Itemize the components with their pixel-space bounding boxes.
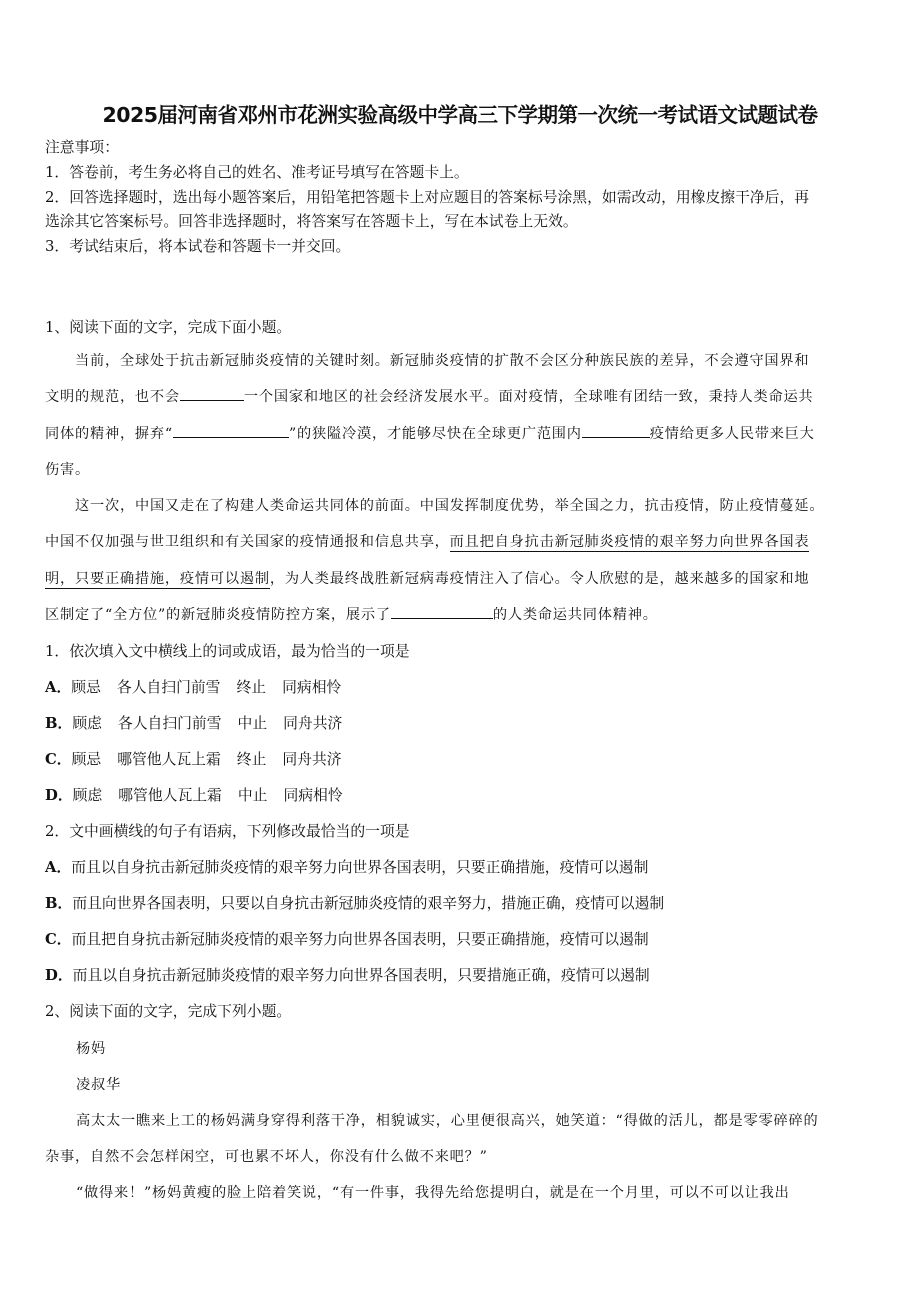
question-2-option-c — [45, 928, 649, 949]
fill-blank-3 — [582, 423, 650, 438]
text-fragment: ，为人类最终战胜新冠病毒疫情注入了信心。令人欣慰的是，越来越多的国家和地 — [269, 571, 810, 587]
option-word: 终止 — [236, 679, 267, 696]
option-word: 哪管他人瓦上霜 — [117, 751, 221, 768]
option-word: 顾忌 — [71, 751, 102, 768]
fill-blank-2 — [173, 423, 289, 438]
story-author: 凌叔华 — [76, 1077, 121, 1093]
section-1-heading: 1、阅读下面的文字，完成下面小题。 — [45, 319, 292, 336]
option-text: 而且把自身抗击新冠肺炎疫情的艰辛努力向世界各国表明，只要正确措施，疫情可以遏制 — [71, 931, 649, 948]
option-word: 中止 — [237, 787, 268, 804]
option-word: 顾虑 — [72, 787, 103, 804]
story-p1-line-2: 杂事，自然不会怎样闲空，可也累不坏人，你没有什么做不来吧？” — [45, 1149, 488, 1165]
question-2-option-d — [45, 964, 650, 985]
question-2-stem: 2．文中画横线的句子有语病，下列修改最恰当的一项是 — [45, 823, 410, 840]
option-word: 各人自扫门前雪 — [117, 715, 222, 732]
passage-1-line-3 — [45, 423, 815, 443]
fill-blank-1 — [180, 386, 244, 401]
question-2-option-b — [45, 892, 664, 913]
text-fragment: 的人类命运共同体精神。 — [492, 607, 658, 623]
option-text: 而且以自身抗击新冠肺炎疫情的艰辛努力向世界各国表明，只要正确措施，疫情可以遏制 — [71, 859, 649, 876]
notice-heading: 注意事项： — [45, 139, 119, 156]
option-label: B． — [45, 715, 73, 732]
question-2-option-a — [45, 856, 648, 877]
underlined-sentence-part-2: 明，只要正确措施，疫情可以遏制 — [45, 571, 270, 587]
option-label: D． — [45, 967, 73, 984]
question-1-option-c — [45, 748, 342, 769]
passage-1-line-2 — [45, 386, 813, 406]
option-word: 同病相怜 — [283, 787, 343, 804]
option-label: A． — [45, 859, 72, 876]
fill-blank-4 — [391, 604, 493, 619]
option-word: 同舟共济 — [283, 715, 343, 732]
passage-1-line-4: 伤害。 — [45, 462, 90, 478]
option-word: 同舟共济 — [282, 751, 342, 768]
option-word: 顾忌 — [71, 679, 101, 696]
story-title: 杨妈 — [76, 1041, 106, 1057]
option-word: 终止 — [236, 751, 267, 768]
option-text: 而且向世界各国表明，只要以自身抗击新冠肺炎疫情的艰辛努力，措施正确，疫情可以遏制 — [72, 895, 665, 912]
question-1-option-a — [45, 676, 341, 697]
text-fragment: 同体的精神，摒弃“ — [45, 426, 173, 442]
option-label: A． — [45, 679, 72, 696]
option-word: 中止 — [237, 715, 268, 732]
passage-2-line-2 — [45, 531, 809, 551]
option-word: 同病相怜 — [282, 679, 342, 696]
question-1-stem: 1．依次填入文中横线上的词或成语，最为恰当的一项是 — [45, 643, 410, 660]
passage-2-line-3 — [45, 568, 809, 588]
option-label: B． — [45, 895, 73, 912]
option-word: 各人自扫门前雪 — [116, 679, 221, 696]
passage-2-line-4 — [45, 604, 658, 624]
option-label: C． — [45, 751, 72, 768]
exam-title: 2025届河南省邓州市花洲实验高级中学高三下学期第一次统一考试语文试题试卷 — [102, 103, 818, 127]
notice-item-2-line-1: 2．回答选择题时，选出每小题答案后，用铅笔把答题卡上对应题目的答案标号涂黑，如需改动，用橡皮擦干净后，再 — [45, 189, 810, 206]
text-fragment: 疫情给更多人民带来巨大 — [649, 426, 815, 442]
notice-item-1: 1．答卷前，考生务必将自己的姓名、准考证号填写在答题卡上。 — [45, 164, 469, 181]
passage-1-line-1: 当前，全球处于抗击新冠肺炎疫情的关键时刻。新冠肺炎疫情的扩散不会区分种族民族的差异，不会遵守国界和 — [75, 353, 810, 369]
section-2-heading: 2、阅读下面的文字，完成下列小题。 — [45, 1003, 292, 1020]
question-1-option-b — [45, 712, 342, 733]
underlined-sentence-part-1: 而且把自身抗击新冠肺炎疫情的艰辛努力向世界各国表 — [449, 534, 810, 550]
option-text: 而且以自身抗击新冠肺炎疫情的艰辛努力向世界各国表明，只要措施正确，疫情可以遏制 — [72, 967, 650, 984]
question-1-option-d — [45, 784, 343, 805]
notice-item-2-line-2: 选涂其它答案标号。回答非选择题时，将答案写在答题卡上，写在本试卷上无效。 — [45, 213, 578, 230]
option-label: D． — [45, 787, 73, 804]
text-fragment: ”的狭隘冷漠，才能够尽快在全球更广范围内 — [288, 426, 582, 442]
text-fragment: 一个国家和地区的社会经济发展水平。面对疫情，全球唯有团结一致，秉持人类命运共 — [243, 389, 814, 405]
notice-item-3: 3．考试结束后，将本试卷和答题卡一并交回。 — [45, 238, 351, 255]
passage-2-line-1: 这一次，中国又走在了构建人类命运共同体的前面。中国发挥制度优势，举全国之力，抗击疫情，防止疫情蔓延。 — [75, 498, 825, 514]
text-fragment: 中国不仅加强与世卫组织和有关国家的疫情通报和信息共享， — [45, 534, 450, 550]
option-label: C． — [45, 931, 72, 948]
text-fragment: 区制定了“全方位”的新冠肺炎疫情防控方案，展示了 — [45, 607, 391, 623]
story-p1-line-1: 高太太一瞧来上工的杨妈满身穿得利落干净，相貌诚实，心里便很高兴，她笑道：“得做的活儿，都是零零碎碎的 — [76, 1113, 819, 1129]
text-fragment: 文明的规范，也不会 — [45, 389, 180, 405]
story-p2-line-1: “做得来！”杨妈黄瘦的脸上陪着笑说，“有一件事，我得先给您提明白，就是在一个月里，可以不可以让我出 — [76, 1185, 790, 1201]
option-word: 顾虑 — [72, 715, 102, 732]
option-word: 哪管他人瓦上霜 — [118, 787, 222, 804]
